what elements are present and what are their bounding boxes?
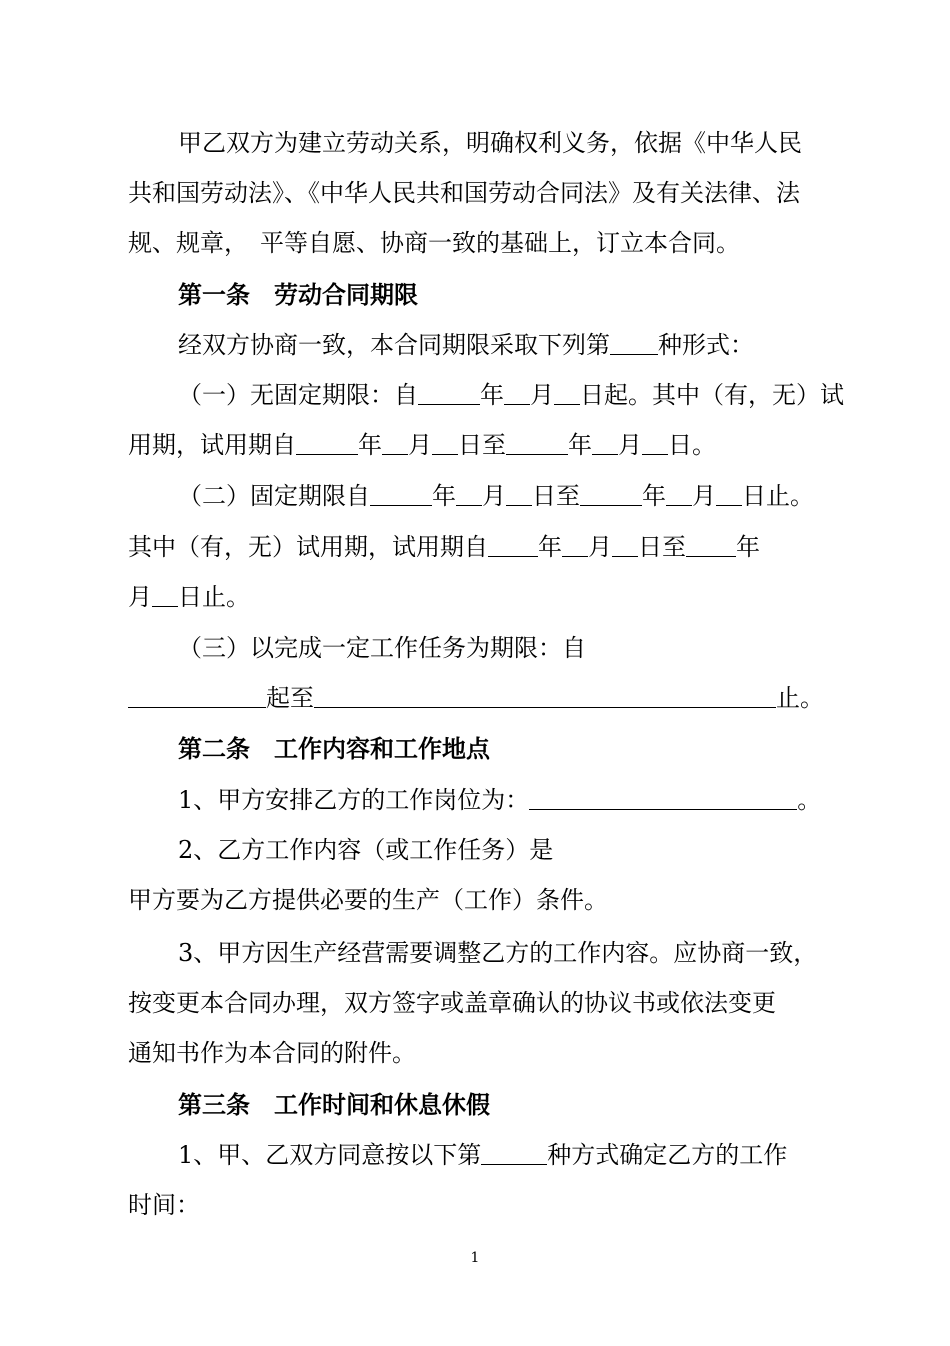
option-2-line-3: 月 日止。 — [128, 583, 250, 611]
blank-field[interactable] — [296, 432, 358, 455]
blank-field[interactable] — [481, 1142, 547, 1165]
blank-field[interactable] — [314, 685, 776, 708]
blank-field[interactable] — [418, 382, 480, 405]
blank-field[interactable] — [642, 432, 668, 455]
article-3-heading: 第三条 工作时间和休息休假 — [178, 1090, 490, 1119]
blank-field[interactable] — [456, 483, 482, 506]
option-1-line-2: 用期，试用期自 年 月 日至 年 月 日。 — [128, 431, 716, 459]
preamble-line-1: 甲乙双方为建立劳动关系，明确权利义务，依据《中华人民 — [178, 129, 802, 157]
option-3-line-1: （三）以完成一定工作任务为期限：自 — [178, 634, 586, 662]
blank-field[interactable] — [370, 483, 432, 506]
article-2-item-2: 2、乙方工作内容（或工作任务）是 — [178, 836, 554, 864]
article-1-heading: 第一条 劳动合同期限 — [178, 280, 418, 309]
option-2-line-2: 其中（有，无）试用期，试用期自 年 月 日至 年 — [128, 533, 760, 561]
article-2-item-3-line-3: 通知书作为本合同的附件。 — [128, 1039, 416, 1067]
blank-field[interactable] — [666, 483, 692, 506]
blank-field[interactable] — [382, 432, 408, 455]
blank-field[interactable] — [432, 432, 458, 455]
blank-field[interactable] — [562, 534, 588, 557]
article-2-item-3-line-1: 3、甲方因生产经营需要调整乙方的工作内容。应协商一致， — [178, 939, 818, 967]
blank-field[interactable] — [128, 685, 266, 708]
option-3-line-2: 起至 止。 — [128, 683, 828, 713]
blank-field[interactable] — [686, 534, 736, 557]
blank-field[interactable] — [506, 432, 568, 455]
preamble-line-3: 规、规章， 平等自愿、协商一致的基础上，订立本合同。 — [128, 229, 740, 257]
option-2-line-1: （二）固定期限自 年 月 日至 年 月 日止。 — [178, 482, 814, 510]
blank-field[interactable] — [580, 483, 642, 506]
article-2-item-1: 1、甲方安排乙方的工作岗位为： 。 — [178, 786, 822, 814]
article-3-item-1: 1、甲、乙双方同意按以下第 种方式确定乙方的工作 — [178, 1141, 788, 1169]
article-3-item-1-cont: 时间： — [128, 1191, 200, 1219]
blank-field[interactable] — [504, 382, 530, 405]
blank-field[interactable] — [612, 534, 638, 557]
article-2-item-3-line-2: 按变更本合同办理，双方签字或盖章确认的协议书或依法变更 — [128, 989, 776, 1017]
article-2-item-2-cont: 甲方要为乙方提供必要的生产（工作）条件。 — [128, 886, 608, 914]
blank-field[interactable] — [716, 483, 742, 506]
page-number: 1 — [470, 1250, 480, 1266]
blank-field[interactable] — [488, 534, 538, 557]
article-1-intro: 经双方协商一致，本合同期限采取下列第 种形式： — [178, 331, 754, 359]
article-2-heading: 第二条 工作内容和工作地点 — [178, 734, 490, 763]
blank-field[interactable] — [554, 382, 580, 405]
blank-field[interactable] — [152, 584, 178, 607]
option-1-line-1: （一）无固定期限：自 年 月 日起。其中（有，无）试 — [178, 381, 844, 409]
blank-field[interactable] — [529, 787, 797, 810]
blank-field[interactable] — [610, 332, 658, 355]
blank-field[interactable] — [592, 432, 618, 455]
preamble-line-2: 共和国劳动法》、《中华人民共和国劳动合同法》及有关法律、法 — [128, 179, 800, 207]
blank-field[interactable] — [506, 483, 532, 506]
